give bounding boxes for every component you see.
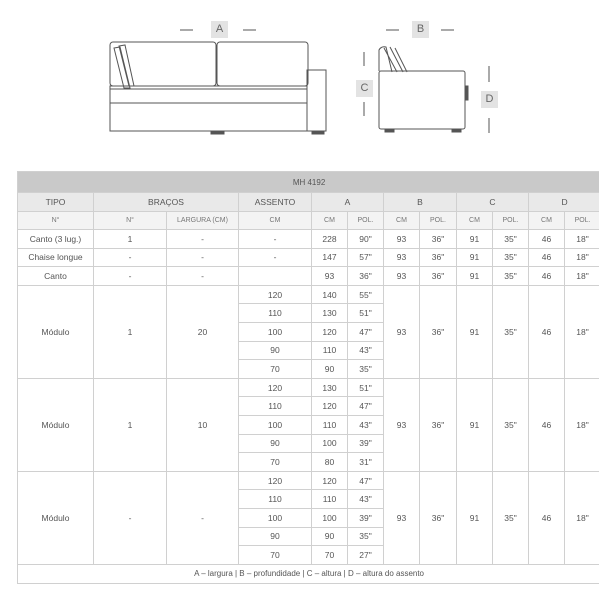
table-cell: 46 (529, 471, 565, 564)
group-header: A (312, 193, 384, 212)
table-cell: 110 (239, 490, 312, 509)
sub-header: CM (312, 212, 348, 230)
table-cell: 46 (529, 378, 565, 471)
table-cell: 147 (312, 248, 348, 267)
table-cell: 35" (348, 527, 384, 546)
table-cell: 18" (565, 248, 599, 267)
group-header: B (384, 193, 457, 212)
table-cell: 47" (348, 471, 384, 490)
front-view-drawing (110, 30, 326, 134)
table-row (18, 378, 599, 397)
table-cell: Módulo (18, 378, 94, 471)
table-cell: 110 (312, 415, 348, 434)
table-cell: - (167, 248, 239, 267)
sub-header: POL. (420, 212, 457, 230)
table-cell: 93 (384, 378, 420, 471)
dimensions-table (17, 171, 599, 584)
table-cell: 35" (493, 267, 529, 286)
table-cell: 93 (312, 267, 348, 286)
sofa-technical-drawing (0, 0, 599, 160)
table-cell: Canto (3 lug.) (18, 230, 94, 249)
table-cell: 110 (239, 304, 312, 323)
table-cell: 91 (457, 285, 493, 378)
table-cell: 20 (167, 285, 239, 378)
sub-header: POL. (348, 212, 384, 230)
table-cell: 110 (312, 490, 348, 509)
table-cell: - (94, 471, 167, 564)
table-row (18, 267, 599, 286)
table-cell: 90 (312, 527, 348, 546)
group-header: BRAÇOS (94, 193, 239, 212)
table-cell: 10 (167, 378, 239, 471)
dimension-label-a: A (211, 21, 228, 38)
table-cell: 36" (420, 230, 457, 249)
table-cell: 35" (493, 248, 529, 267)
table-cell: 90 (239, 341, 312, 360)
table-cell: 100 (239, 508, 312, 527)
table-cell: 100 (312, 434, 348, 453)
table-cell: 51" (348, 304, 384, 323)
table-body (18, 230, 599, 565)
table-cell: 18" (565, 267, 599, 286)
group-header: TIPO (18, 193, 94, 212)
table-cell: 18" (565, 230, 599, 249)
table-cell: - (167, 230, 239, 249)
table-cell: - (239, 230, 312, 249)
table-cell: 93 (384, 471, 420, 564)
table-cell: 228 (312, 230, 348, 249)
sub-header: LARGURA (CM) (167, 212, 239, 230)
table-cell: 57" (348, 248, 384, 267)
sub-header: CM (384, 212, 420, 230)
table-cell: 90 (239, 527, 312, 546)
table-cell: 93 (384, 285, 420, 378)
table-cell: Chaise longue (18, 248, 94, 267)
table-cell: 35" (493, 230, 529, 249)
table-cell: 27" (348, 546, 384, 565)
dimension-label-c: C (356, 80, 373, 97)
table-cell: 90" (348, 230, 384, 249)
table-cell: 36" (420, 267, 457, 286)
table-cell: - (94, 248, 167, 267)
table-cell: 31" (348, 453, 384, 472)
table-cell: 130 (312, 304, 348, 323)
table-cell: 91 (457, 267, 493, 286)
table-cell: 46 (529, 230, 565, 249)
table-cell: 90 (239, 434, 312, 453)
table-cell: 46 (529, 267, 565, 286)
table-cell: 36" (420, 378, 457, 471)
table-cell: 36" (420, 471, 457, 564)
table-cell: - (94, 267, 167, 286)
table-cell: 1 (94, 230, 167, 249)
table-cell: 43" (348, 490, 384, 509)
group-header: D (529, 193, 599, 212)
sub-header: N° (18, 212, 94, 230)
table-cell: 110 (239, 397, 312, 416)
table-cell: 39" (348, 434, 384, 453)
sub-header: CM (239, 212, 312, 230)
table-cell: 35" (493, 471, 529, 564)
table-cell: Módulo (18, 471, 94, 564)
table-cell: 120 (312, 322, 348, 341)
table-cell: 70 (239, 453, 312, 472)
table-cell: 35" (493, 378, 529, 471)
table-cell: 36" (420, 248, 457, 267)
table-cell: 51" (348, 378, 384, 397)
side-view-drawing (364, 30, 489, 133)
table-cell: 70 (312, 546, 348, 565)
sub-header: CM (529, 212, 565, 230)
sub-header: N° (94, 212, 167, 230)
table-cell: Módulo (18, 285, 94, 378)
table-cell: 70 (239, 360, 312, 379)
table-cell: 1 (94, 285, 167, 378)
table-cell: 55" (348, 285, 384, 304)
table-cell: 70 (239, 546, 312, 565)
group-header: C (457, 193, 529, 212)
table-cell: 120 (312, 471, 348, 490)
sub-header: POL. (493, 212, 529, 230)
table-cell: 18" (565, 471, 599, 564)
table-cell: 80 (312, 453, 348, 472)
table-cell: 91 (457, 230, 493, 249)
dimension-label-b: B (412, 21, 429, 38)
sub-header: POL. (565, 212, 599, 230)
table-cell: 120 (312, 397, 348, 416)
table-cell: 90 (312, 360, 348, 379)
table-cell: 93 (384, 267, 420, 286)
table-cell: 91 (457, 378, 493, 471)
table-cell: 110 (312, 341, 348, 360)
table-cell: 120 (239, 378, 312, 397)
dimension-label-d: D (481, 91, 498, 108)
table-cell: 39" (348, 508, 384, 527)
table-cell: 100 (239, 322, 312, 341)
table-cell (239, 267, 312, 286)
table-cell: 130 (312, 378, 348, 397)
table-cell: 1 (94, 378, 167, 471)
table-cell: 100 (239, 415, 312, 434)
sub-header: CM (457, 212, 493, 230)
table-row (18, 248, 599, 267)
table-cell: 35" (493, 285, 529, 378)
table-cell: 46 (529, 285, 565, 378)
table-cell: - (167, 471, 239, 564)
table-cell: 120 (239, 471, 312, 490)
table-cell: 47" (348, 397, 384, 416)
legend-footer: A – largura | B – profundidade | C – altura | D – altura do assento (18, 564, 599, 583)
table-cell: Canto (18, 267, 94, 286)
table-cell: - (239, 248, 312, 267)
table-cell: 140 (312, 285, 348, 304)
table-row (18, 471, 599, 490)
table-cell: 36" (348, 267, 384, 286)
table-cell: 91 (457, 248, 493, 267)
table-cell: 93 (384, 248, 420, 267)
table-cell: 91 (457, 471, 493, 564)
table-cell: 36" (420, 285, 457, 378)
model-header: MH 4192 (18, 172, 599, 193)
table-cell: 47" (348, 322, 384, 341)
table-cell: 120 (239, 285, 312, 304)
table-cell: 93 (384, 230, 420, 249)
table-cell: - (167, 267, 239, 286)
group-header: ASSENTO (239, 193, 312, 212)
table-row (18, 230, 599, 249)
table-cell: 18" (565, 285, 599, 378)
table-cell: 46 (529, 248, 565, 267)
table-cell: 18" (565, 378, 599, 471)
table-cell: 43" (348, 341, 384, 360)
table-cell: 35" (348, 360, 384, 379)
table-row (18, 285, 599, 304)
table-cell: 43" (348, 415, 384, 434)
table-cell: 100 (312, 508, 348, 527)
